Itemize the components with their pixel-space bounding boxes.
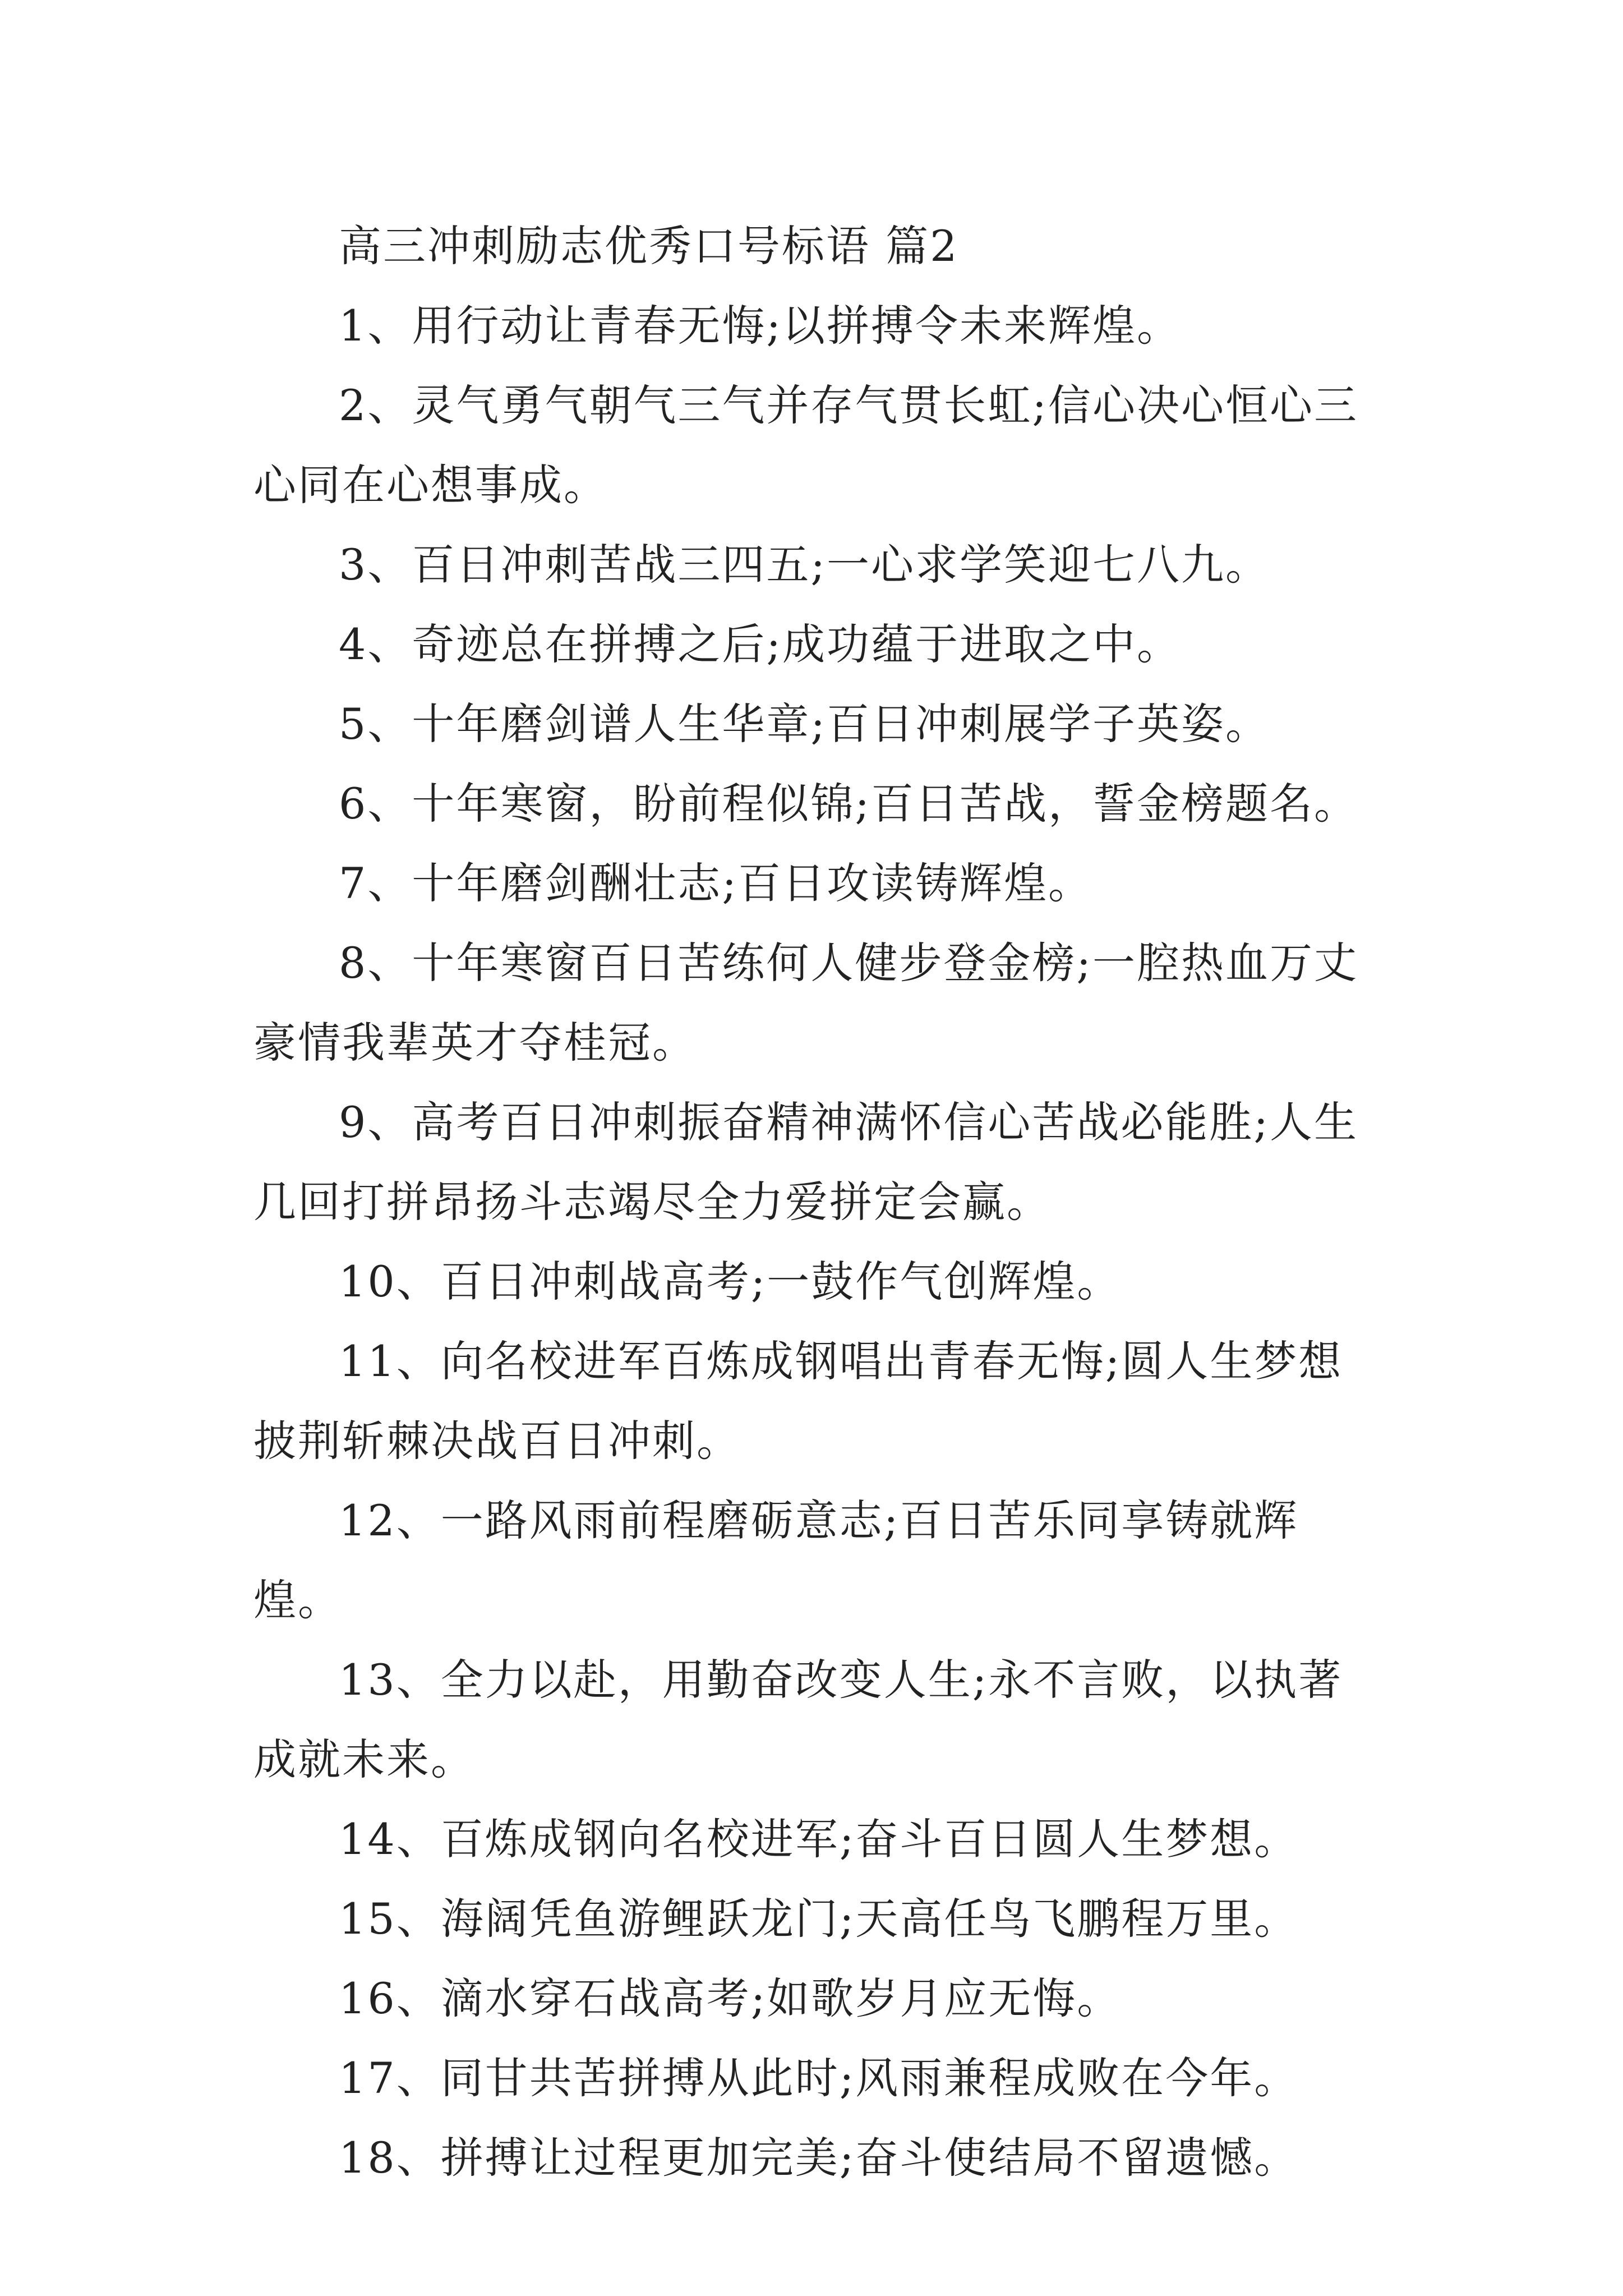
- slogan-item-6: 6、十年寒窗，盼前程似锦;百日苦战，誓金榜题名。: [339, 779, 1358, 829]
- slogan-item-15: 15、海阔凭鱼游鲤跃龙门;天高任鸟飞鹏程万里。: [339, 1894, 1299, 1944]
- slogan-item-14: 14、百炼成钢向名校进军;奋斗百日圆人生梦想。: [339, 1814, 1299, 1864]
- slogan-item-17: 17、同甘共苦拼搏从此时;风雨兼程成败在今年。: [339, 2053, 1299, 2103]
- slogan-item-5: 5、十年磨剑谱人生华章;百日冲刺展学子英姿。: [339, 699, 1270, 749]
- slogan-item-1: 1、用行动让青春无悔;以拼搏令未来辉煌。: [339, 301, 1181, 351]
- slogan-item-10: 10、百日冲刺战高考;一鼓作气创辉煌。: [339, 1257, 1122, 1306]
- slogan-item-13: 13、全力以赴，用勤奋改变人生;永不言败，以执著成就未来。: [253, 1655, 1343, 1784]
- slogan-item-12: 12、一路风雨前程磨砺意志;百日苦乐同享铸就辉煌。: [253, 1496, 1299, 1625]
- slogan-item-2: 2、灵气勇气朝气三气并存气贯长虹;信心决心恒心三心同在心想事成。: [253, 380, 1358, 510]
- slogan-item-3: 3、百日冲刺苦战三四五;一心求学笑迎七八九。: [339, 540, 1270, 590]
- slogan-item-11: 11、向名校进军百炼成钢唱出青春无悔;圆人生梦想披荆斩棘决战百日冲刺。: [253, 1336, 1343, 1466]
- slogan-item-18: 18、拼搏让过程更加完美;奋斗使结局不留遗憾。: [339, 2133, 1299, 2183]
- document-heading: 高三冲刺励志优秀口号标语 篇2: [339, 221, 959, 271]
- document-body: [253, 206, 1385, 2198]
- slogan-item-7: 7、十年磨剑酬壮志;百日攻读铸辉煌。: [339, 858, 1092, 908]
- slogan-item-9: 9、高考百日冲刺振奋精神满怀信心苦战必能胜;人生几回打拼昂扬斗志竭尽全力爱拼定会赢。: [253, 1097, 1358, 1227]
- slogan-item-8: 8、十年寒窗百日苦练何人健步登金榜;一腔热血万丈豪情我辈英才夺桂冠。: [253, 938, 1358, 1068]
- slogan-item-16: 16、滴水穿石战高考;如歌岁月应无悔。: [339, 1973, 1122, 2023]
- slogan-item-4: 4、奇迹总在拼搏之后;成功蕴于进取之中。: [339, 619, 1181, 669]
